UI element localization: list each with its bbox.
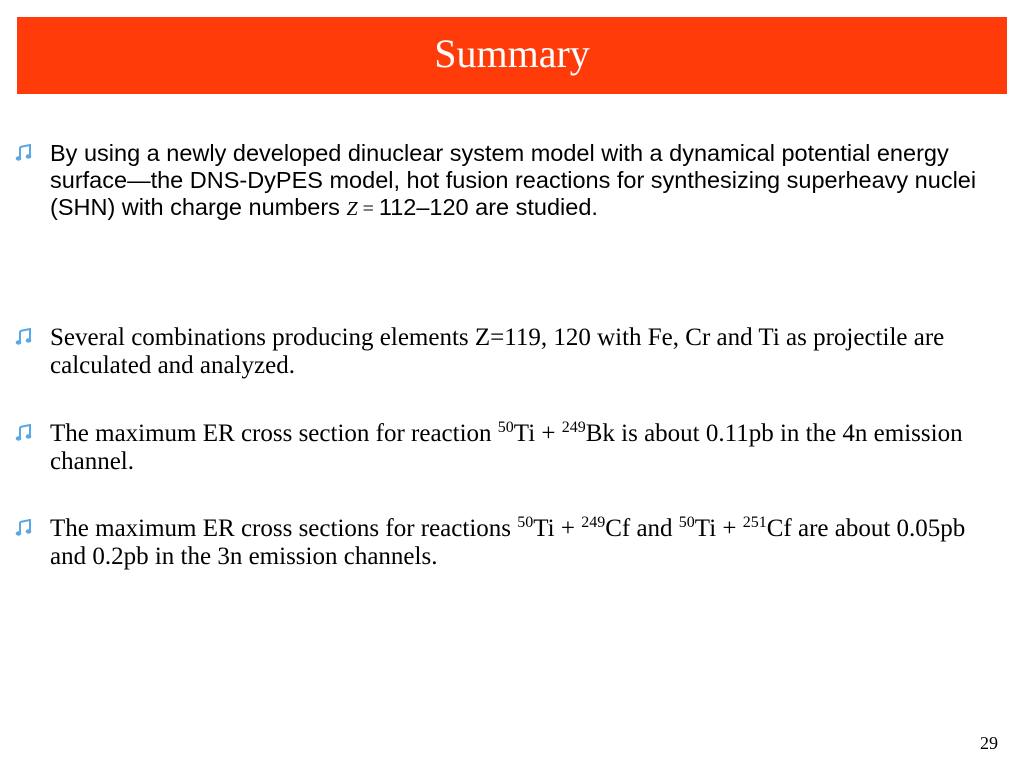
isotope-mass-cf-251: 251 [742, 514, 767, 531]
bullet-1-text-a: By using a newly developed dinuclear system model with a dynamical potential energy surface—the DNS-DyPES model, hot fusion reactions for synthesizing superheavy nuclei (SHN) with charge numbers [50, 140, 977, 220]
isotope-mass-ti-2: 50 [678, 514, 695, 531]
isotope-mass-ti: 50 [497, 419, 514, 436]
music-note-icon [15, 420, 50, 476]
bullet-text-1 [50, 140, 995, 223]
bullet-4-text-4: Ti + [694, 515, 743, 542]
music-note-icon [15, 515, 50, 571]
bullet-text-4 [50, 515, 995, 571]
slide-title: Summary [434, 31, 590, 76]
bullet-3-text-2: Ti + [513, 420, 562, 447]
bullet-text-2: Several combinations producing elements Z=119, 120 with Fe, Cr and Ti as projectile are calculated and analyzed. [50, 324, 945, 379]
title-bar [17, 17, 1007, 94]
equals-sign: = [357, 198, 379, 220]
bullet-4-text-1: The maximum ER cross sections for reactions [50, 515, 518, 542]
bullet-item-3 [15, 420, 995, 476]
bullet-item-2 [15, 324, 995, 380]
bullet-text-3 [50, 420, 995, 476]
bullet-3-text-3: Bk is about 0.11pb in the 4n emission channel. [50, 420, 963, 475]
isotope-mass-ti-1: 50 [517, 514, 534, 531]
bullet-4-text-5: Cf are about 0.05pb and 0.2pb in the 3n emission channels. [50, 515, 966, 570]
z-symbol: Z [346, 198, 358, 220]
music-note-icon [15, 324, 50, 380]
bullet-item-4 [15, 515, 995, 571]
music-note-icon [15, 140, 50, 223]
isotope-mass-bk: 249 [561, 419, 586, 436]
bullet-3-text-1: The maximum ER cross section for reaction [50, 420, 498, 447]
bullet-1-text-b: 112–120 are studied. [378, 194, 598, 220]
bullet-4-text-2: Ti + [533, 515, 582, 542]
bullet-item-1 [15, 140, 995, 223]
isotope-mass-cf-249: 249 [581, 514, 606, 531]
page-number: 29 [980, 733, 998, 753]
bullet-4-text-3: Cf and [605, 515, 679, 542]
